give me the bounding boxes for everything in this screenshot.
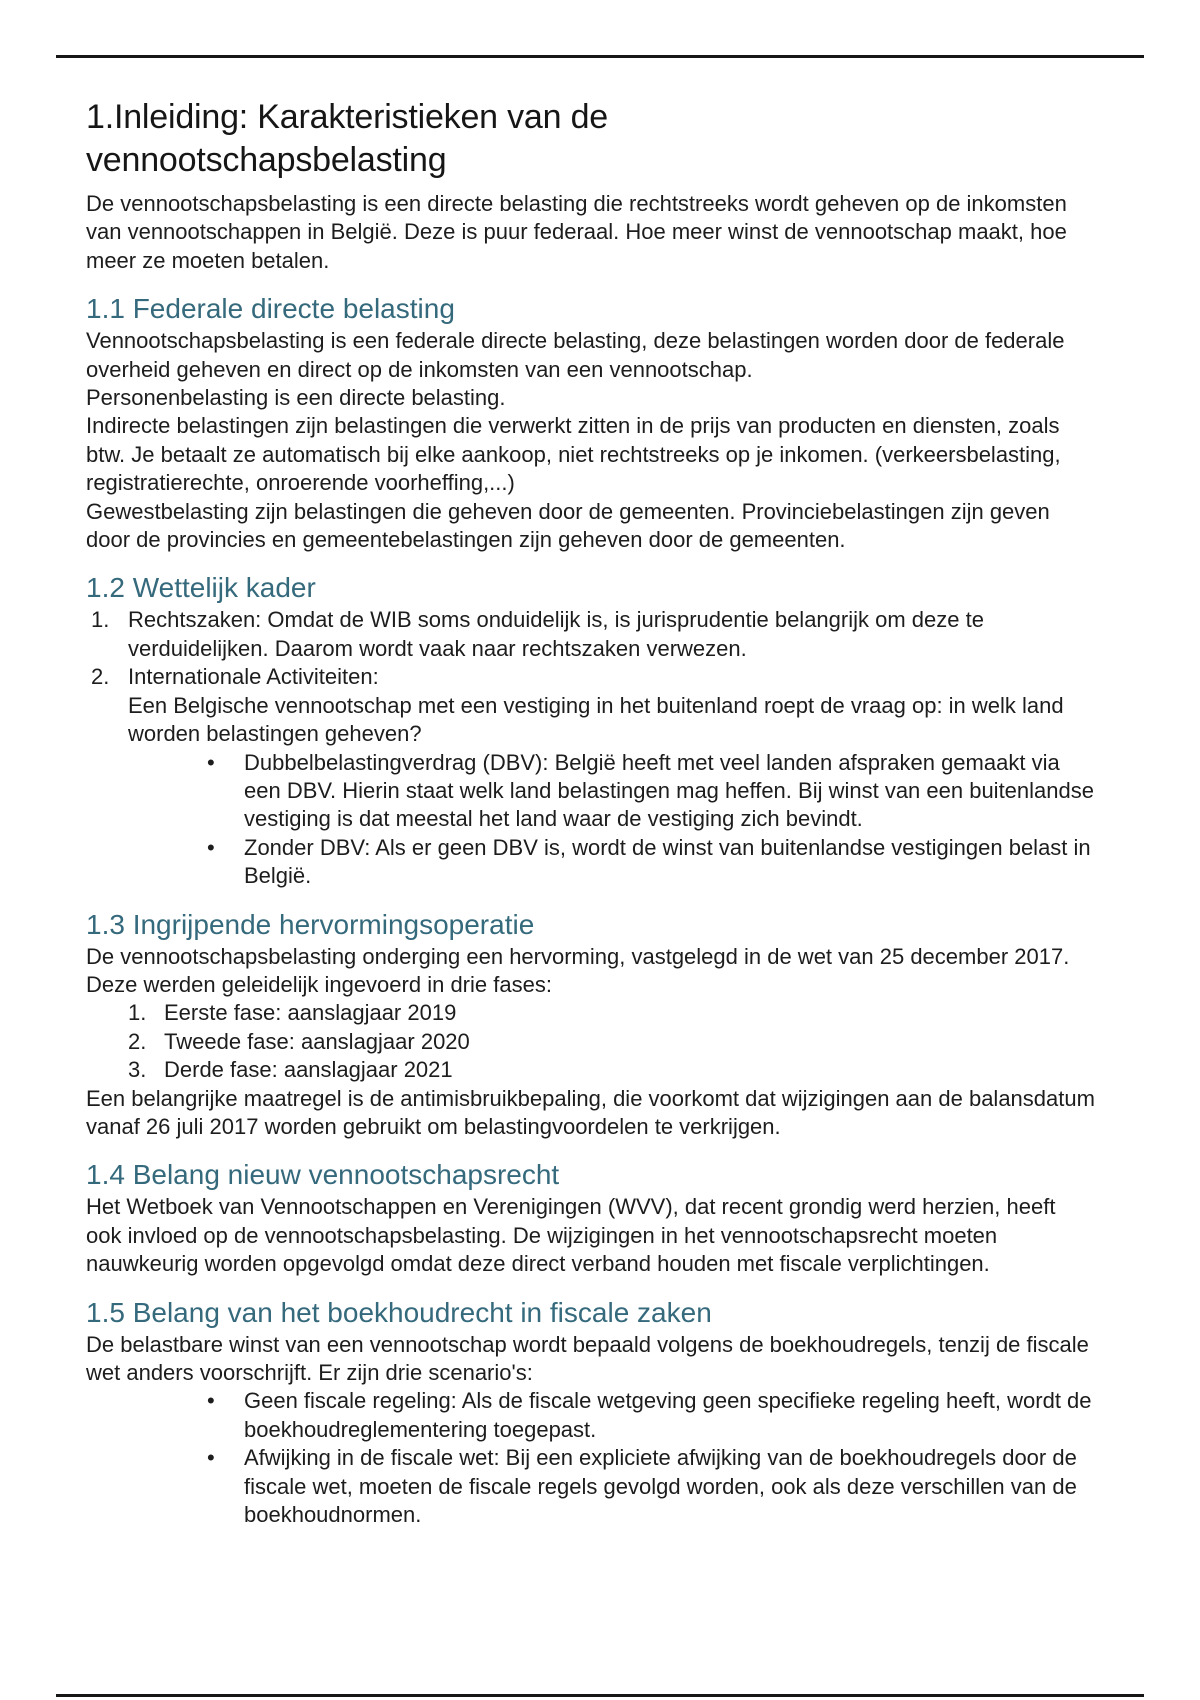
list-marker: 1. <box>91 607 110 633</box>
bullet-item <box>86 1444 1096 1529</box>
section-belang-boekhoudrecht <box>86 1297 1096 1530</box>
bullet-list <box>86 1387 1096 1529</box>
document-page <box>86 58 1096 1529</box>
numbered-item-continuation: Een Belgische vennootschap met een vestiging in het buitenland roept de vraag op: in welk land worden belastingen geheven? <box>128 692 1064 747</box>
bullet-item <box>86 749 1096 834</box>
paragraph: Indirecte belastingen zijn belastingen die verwerkt zitten in de prijs van producten en diensten, zoals btw. Je betaalt ze automatisch bij elke aankoop, niet rechtstreeks op je inkomen. (verkeersbelasting, registratierechte, onroerende voorheffing,...) <box>86 413 1061 496</box>
bullet-marker: • <box>207 1445 215 1471</box>
section-heading-1-4: 1.4 Belang nieuw vennootschapsrecht <box>86 1159 560 1191</box>
section-belang-nieuw-vennootschapsrecht <box>86 1159 1096 1278</box>
bullet-item-text: Afwijking in de fiscale wet: Bij een expliciete afwijking van de boekhoudregels door de fiscale wet, moeten de fiscale regels gevolgd worden, ook als deze verschillen van de boekhoudnormen. <box>244 1445 1077 1528</box>
bullet-marker: • <box>207 749 215 775</box>
numbered-item <box>86 999 1096 1027</box>
numbered-item-text: Eerste fase: aanslagjaar 2019 <box>164 1000 457 1026</box>
bullet-marker: • <box>207 1388 215 1414</box>
section-wettelijk-kader <box>86 572 1096 890</box>
numbered-item <box>86 1028 1096 1056</box>
paragraph: De belastbare winst van een vennootschap wordt bepaald volgens de boekhoudregels, tenzij de fiscale wet anders voorschrijft. Er zijn drie scenario's: <box>86 1331 1089 1385</box>
bullet-marker: • <box>207 834 215 860</box>
document-title <box>86 96 1096 182</box>
bullet-list <box>86 749 1096 891</box>
list-marker: 3. <box>128 1057 147 1083</box>
section-heading-1-2: 1.2 Wettelijk kader <box>86 572 316 604</box>
document-title-line-1: 1.Inleiding: Karakteristieken van de <box>86 98 609 136</box>
bullet-item <box>86 1387 1096 1444</box>
numbered-item <box>86 606 1096 663</box>
paragraph: Gewestbelasting zijn belastingen die geheven door de gemeenten. Provinciebelastingen zijn geven door de provincies en gemeentebelastingen zijn geheven door de gemeenten. <box>86 498 1050 553</box>
section-heading-1-3: 1.3 Ingrijpende hervormingsoperatie <box>86 908 535 940</box>
numbered-item-text: Rechtszaken: Omdat de WIB soms onduidelijk is, is jurisprudentie belangrijk om deze te verduidelijken. Daarom wordt vaak naar rechtszaken verwezen. <box>128 607 984 661</box>
bullet-item-text: Zonder DBV: Als er geen DBV is, wordt de winst van buitenlandse vestigingen belast in België. <box>244 834 1091 889</box>
list-marker: 2. <box>128 1028 147 1054</box>
list-marker: 1. <box>128 1000 147 1026</box>
paragraph: Personenbelasting is een directe belasting. <box>86 385 506 411</box>
paragraph: De vennootschapsbelasting onderging een hervorming, vastgelegd in de wet van 25 december 2017. Deze werden geleidelijk ingevoerd in drie fases: <box>86 943 1070 997</box>
intro-paragraph: De vennootschapsbelasting is een directe belasting die rechtstreeks wordt geheven op de inkomsten van vennootschappen in België. Deze is puur federaal. Hoe meer winst de vennootschap maakt, hoe meer ze moeten betalen. <box>86 191 1067 273</box>
numbered-item-text: Tweede fase: aanslagjaar 2020 <box>164 1028 470 1054</box>
section-federale-directe-belasting <box>86 293 1096 554</box>
document-title-line-2: vennootschapsbelasting <box>86 141 447 179</box>
numbered-item-text: Internationale Activiteiten: <box>128 664 379 690</box>
paragraph: Het Wetboek van Vennootschappen en Verenigingen (WVV), dat recent grondig werd herzien, heeft ook invloed op de vennootschapsbelasting. De wijzigingen in het vennootschapsrecht moeten nauwkeurig worden opgevolgd omdat deze direct verband houden met fiscale verplichtingen. <box>86 1194 1056 1277</box>
bullet-item <box>86 834 1096 891</box>
paragraph: Vennootschapsbelasting is een federale directe belasting, deze belastingen worden door de federale overheid geheven en direct op de inkomsten van een vennootschap. <box>86 328 1065 382</box>
numbered-list <box>86 606 1096 748</box>
paragraph: Een belangrijke maatregel is de antimisbruikbepaling, die voorkomt dat wijzigingen aan de balansdatum vanaf 26 juli 2017 worden gebruikt om belastingvoordelen te verkrijgen. <box>86 1085 1095 1139</box>
numbered-item <box>86 663 1096 748</box>
bullet-item-text: Geen fiscale regeling: Als de fiscale wetgeving geen specifieke regeling heeft, wordt de boekhoudreglementering toegepast. <box>244 1388 1092 1442</box>
list-marker: 2. <box>91 664 110 690</box>
section-ingrijpende-hervormingsoperatie <box>86 909 1096 1142</box>
numbered-item <box>86 1056 1096 1084</box>
section-heading-1-1: 1.1 Federale directe belasting <box>86 293 455 325</box>
numbered-item-text: Derde fase: aanslagjaar 2021 <box>164 1057 453 1083</box>
section-heading-1-5: 1.5 Belang van het boekhoudrecht in fiscale zaken <box>86 1296 712 1328</box>
numbered-list <box>86 999 1096 1084</box>
bottom-rule <box>56 1694 1144 1697</box>
bullet-item-text: Dubbelbelastingverdrag (DBV): België heeft met veel landen afspraken gemaakt via een DBV. Hierin staat welk land belastingen mag heffen. Bij winst van een buitenlandse vestiging is dat meestal het land waar de vestiging zich bevindt. <box>244 749 1094 832</box>
